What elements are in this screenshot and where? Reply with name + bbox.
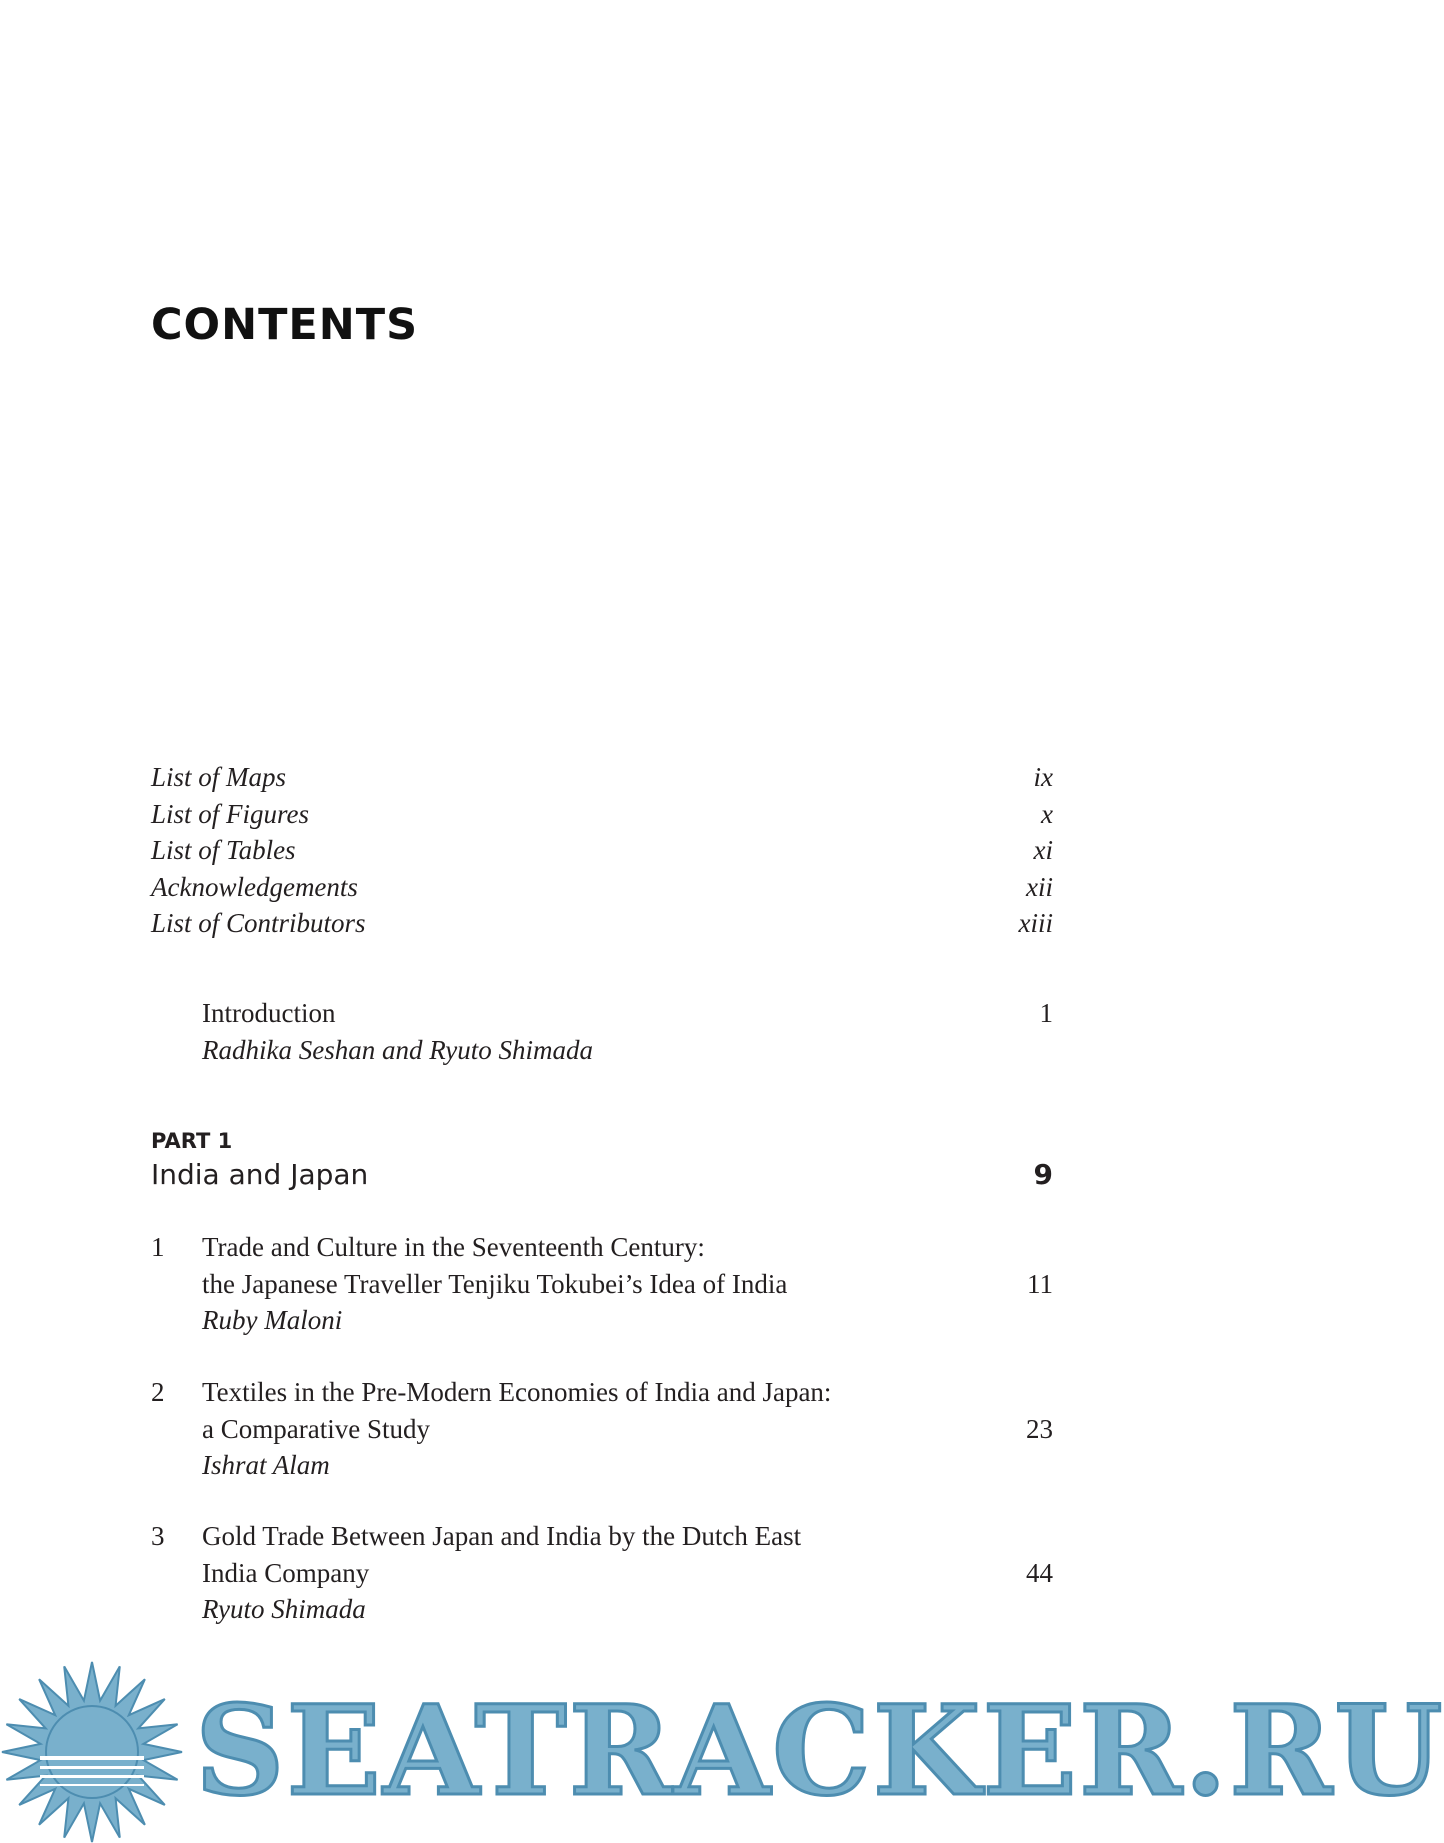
chapter-entry[interactable] bbox=[151, 1229, 1053, 1339]
part-title: India and Japan bbox=[151, 1158, 369, 1191]
chapter-entry[interactable] bbox=[151, 1518, 1053, 1628]
introduction-authors: Radhika Seshan and Ryuto Shimada bbox=[202, 1034, 593, 1065]
chapter-number: 3 bbox=[151, 1521, 165, 1551]
chapter-number: 2 bbox=[151, 1377, 165, 1407]
page-title: CONTENTS bbox=[151, 300, 419, 350]
front-matter-item[interactable] bbox=[151, 869, 1053, 906]
watermark-text: SEATRACKER.RU bbox=[195, 1679, 1444, 1824]
front-matter-page: xii bbox=[1026, 871, 1053, 902]
front-matter-label: Acknowledgements bbox=[151, 871, 358, 902]
front-matter-page: xi bbox=[1033, 835, 1053, 865]
front-matter-label: List of Maps bbox=[151, 762, 287, 792]
chapter-title-line: the Japanese Traveller Tenjiku Tokubei’s Idea of India bbox=[202, 1268, 788, 1299]
chapter-title-line: India Company bbox=[202, 1557, 370, 1588]
chapter-page: 44 bbox=[1026, 1557, 1053, 1588]
front-matter-label: List of Tables bbox=[151, 835, 296, 865]
front-matter-list bbox=[151, 759, 1053, 942]
front-matter-item[interactable] bbox=[151, 905, 1053, 942]
front-matter-item[interactable] bbox=[151, 832, 1053, 869]
front-matter-item[interactable] bbox=[151, 759, 1053, 796]
chapter-number: 1 bbox=[151, 1232, 165, 1262]
front-matter-page: x bbox=[1041, 798, 1053, 829]
chapter-page: 23 bbox=[1026, 1413, 1053, 1444]
chapter-entry[interactable] bbox=[151, 1374, 1053, 1484]
part-heading[interactable] bbox=[151, 1158, 1053, 1191]
chapter-title-line: Textiles in the Pre-Modern Economies of India and Japan: bbox=[202, 1377, 832, 1407]
part-page: 9 bbox=[1033, 1158, 1053, 1191]
front-matter-page: xiii bbox=[1018, 908, 1053, 938]
chapter-author: Ruby Maloni bbox=[202, 1305, 343, 1335]
chapter-author: Ryuto Shimada bbox=[202, 1594, 366, 1624]
chapter-title-line: a Comparative Study bbox=[202, 1413, 430, 1444]
front-matter-label: List of Figures bbox=[151, 798, 310, 829]
front-matter-label: List of Contributors bbox=[151, 908, 366, 938]
introduction-title: Introduction bbox=[202, 998, 336, 1028]
introduction-entry[interactable] bbox=[151, 995, 1053, 1068]
part-label: PART 1 bbox=[151, 1129, 233, 1153]
sun-logo-icon bbox=[0, 1660, 185, 1843]
chapter-author: Ishrat Alam bbox=[202, 1450, 330, 1480]
introduction-page: 1 bbox=[1039, 998, 1053, 1028]
chapter-title-line: Gold Trade Between Japan and India by the Dutch East bbox=[202, 1521, 802, 1551]
chapter-page: 11 bbox=[1027, 1268, 1053, 1299]
chapter-title-line: Trade and Culture in the Seventeenth Century: bbox=[202, 1232, 705, 1262]
front-matter-item[interactable] bbox=[151, 796, 1053, 833]
watermark bbox=[0, 1660, 1444, 1843]
front-matter-page: ix bbox=[1033, 762, 1053, 792]
